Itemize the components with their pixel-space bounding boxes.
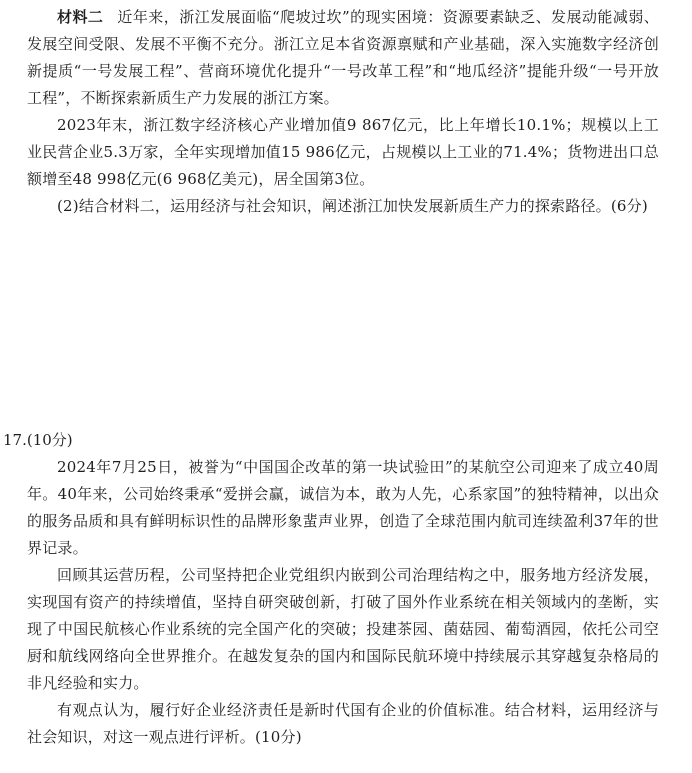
question-17-prompt: 有观点认为，履行好企业经济责任是新时代国有企业的价值标准。结合材料，运用经济与社会知识，对这一观点进行评析。(10分) [27,701,659,746]
question-17-paragraph-1-text: 2024年7月25日，被誉为“中国国企改革的第一块试验田”的某航空公司迎来了成立40周年。40年来，公司始终秉承“爱拼会赢，诚信为本，敢为人先，心系家国”的独特精神，以出众的服务品质和具有鲜明标识性的品牌形象蜚声业界，创造了全球范围内航司连续盈利37年的世界记录。 [27,458,659,557]
material-two-intro [27,4,659,112]
question-17-section [27,427,659,751]
material-two-statistics: 2023年末，浙江数字经济核心产业增加值9 867亿元，比上年增长10.1%；规模以上工业民营企业5.3万家，全年实现增加值15 986亿元，占规模以上工业的71.4%；货物进出口总额增至48 998亿元(6 968亿美元)，居全国第3位。 [27,116,659,188]
material-two-text: 近年来，浙江发展面临“爬坡过坎”的现实困境：资源要素缺乏、发展动能减弱、发展空间受限、发展不平衡不充分。浙江立足本省资源禀赋和产业基础，深入实施数字经济创新提质“一号发展工程”、营商环境优化提升“一号改革工程”和“地瓜经济”提能升级“一号开放工程”，不断探索新质生产力发展的浙江方案。 [27,8,659,107]
question-16-2: (2)结合材料二，运用经济与社会知识，阐述浙江加快发展新质生产力的探索路径。(6分) [57,197,648,215]
question-17-number: 17.(10分) [3,431,73,449]
question-17-paragraph-1 [27,427,659,454]
material-two-section [27,4,659,220]
question-17-paragraph-2: 回顾其运营历程，公司坚持把企业党组织内嵌到公司治理结构之中，服务地方经济发展，实现国有资产的持续增值，坚持自研突破创新，打破了国外作业系统在相关领域内的垄断，实现了中国民航核心作业系统的完全国产化的突破；投建茶园、菌菇园、葡萄酒园，依托公司空厨和航线网络向全世界推介。在越发复杂的国内和国际民航环境中持续展示其穿越复杂格局的非凡经验和实力。 [27,566,659,692]
material-two-label: 材料二 [57,8,104,26]
